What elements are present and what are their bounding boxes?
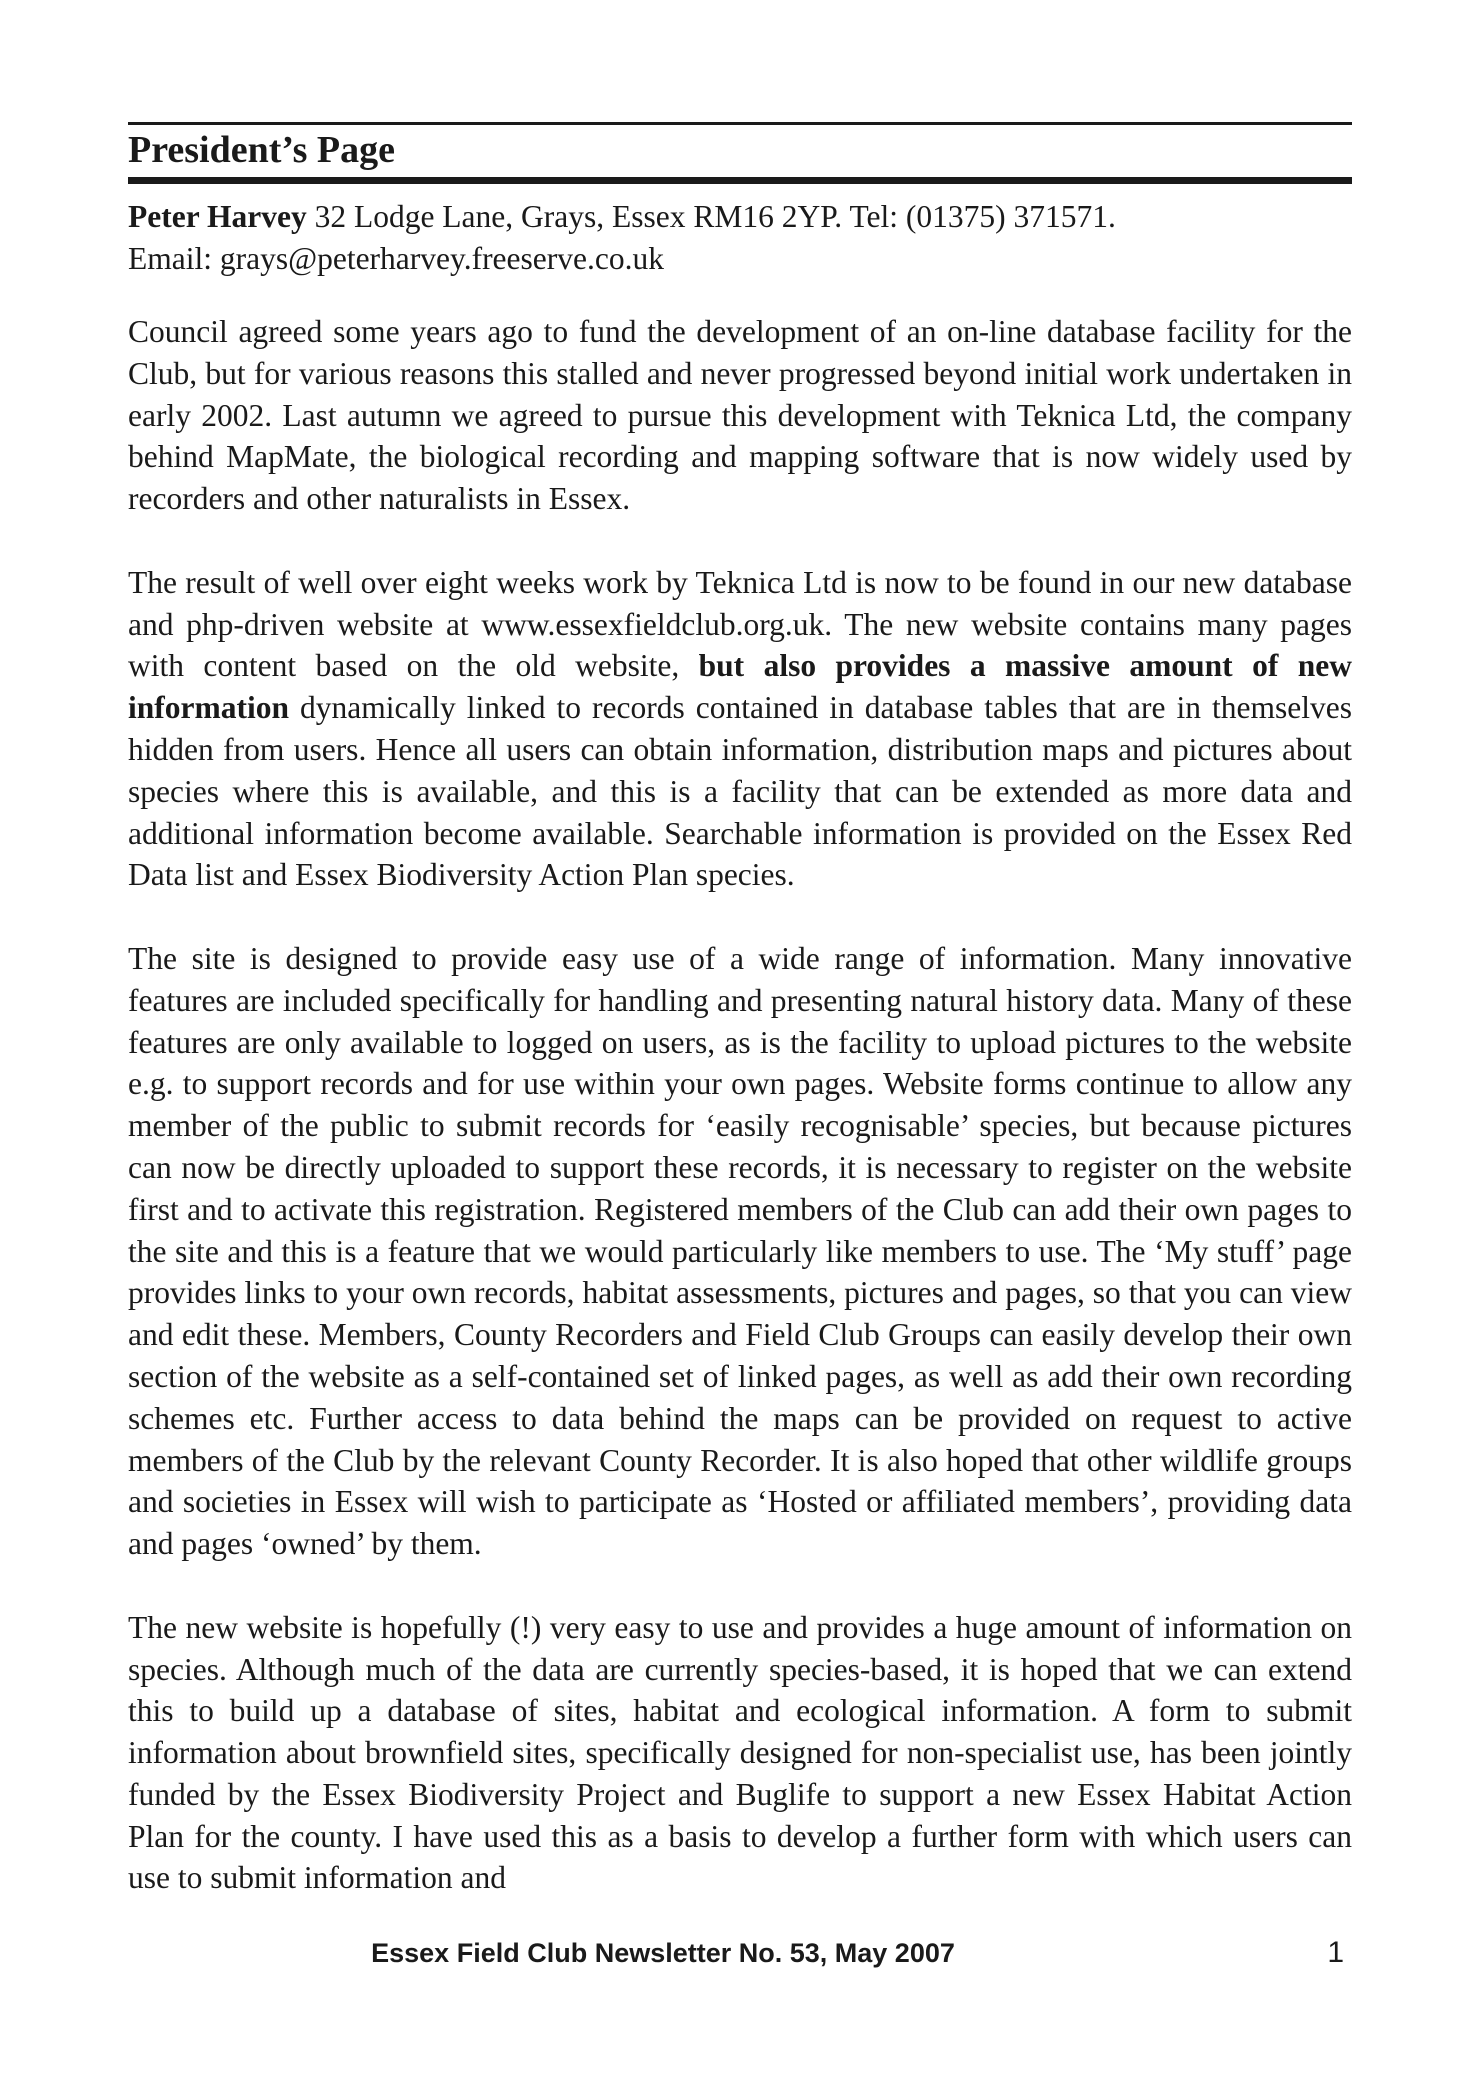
newsletter-issue: Essex Field Club Newsletter No. 53, May 2007 (371, 1938, 955, 1968)
paragraph-3: The site is designed to provide easy use of a wide range of information. Many innovative features are included specifically for handling and presenting natural history data. Many of these features are only available to logged on users, as is the facility to upload pictures to the website e.g. to support records and for use within your own pages. Website forms continue to allow any member of the public to submit records for ‘easily recognisable’ species, but because pictures can now be directly uploaded to support these records, it is necessary to register on the website first and to activate this registration. Registered members of the Club can add their own pages to the site and this is a feature that we would particularly like members to use. The ‘My stuff’ page provides links to your own records, habitat assessments, pictures and pages, so that you can view and edit these. Members, County Recorders and Field Club Groups can easily develop their own section of the website as a self-contained set of linked pages, as well as add their own recording schemes etc. Further access to data behind the maps can be provided on request to active members of the Club by the relevant County Recorder. It is also hoped that other wildlife groups and societies in Essex will wish to participate as ‘Hosted or affiliated members’, providing data and pages ‘owned’ by them. (128, 940, 1352, 1562)
author-email: Email: grays@peterharvey.freeserve.co.uk (128, 241, 664, 276)
paragraph-2 (128, 562, 1352, 896)
article-body (128, 311, 1352, 1899)
page-footer (128, 1933, 1352, 1973)
header-top-rule (128, 122, 1352, 125)
author-name: Peter Harvey (128, 199, 307, 234)
paragraph-2-text-end: dynamically linked to records contained in database tables that are in themselves hidden from users. Hence all users can obtain information, distribution maps and pictures about species where this is available, and this is a facility that can be extended as more data and additional information become available. Searchable information is provided on the Essex Red Data list and Essex Biodiversity Action Plan species. (128, 690, 1352, 893)
paragraph-2-text-start: The result of well over eight weeks work by Teknica Ltd is now to be found in our new database and php-driven website at www.essexfieldclub.org.uk. The new website contains many pages with content based on the old website, (128, 564, 1352, 684)
page-number: 1 (1327, 1936, 1344, 1969)
contact-block (128, 196, 1352, 280)
contact-line (128, 196, 1352, 238)
author-address: 32 Lodge Lane, Grays, Essex RM16 2YP. Tel: (01375) 371571. (306, 199, 1116, 234)
newsletter-page (128, 0, 1352, 2100)
paragraph-1: Council agreed some years ago to fund the development of an on-line database facility for the Club, but for various reasons this stalled and never progressed beyond initial work undertaken in early 2002. Last autumn we agreed to pursue this development with Teknica Ltd, the company behind MapMate, the biological recording and mapping software that is now widely used by recorders and other naturalists in Essex. (128, 314, 1352, 517)
page-title: President’s Page (128, 129, 396, 171)
paragraph-2-bold-text: but also provides a massive amount of new information (128, 648, 1352, 726)
paragraph-4: The new website is hopefully (!) very easy to use and provides a huge amount of information on species. Although much of the data are currently species-based, it is hoped that we can extend this to build up a database of sites, habitat and ecological information. A form to submit information about brownfield sites, specifically designed for non-specialist use, has been jointly funded by the Essex Biodiversity Project and Buglife to support a new Essex Habitat Action Plan for the county. I have used this as a basis to develop a further form with which users can use to submit information and (128, 1609, 1352, 1896)
header-bottom-rule (128, 177, 1352, 184)
